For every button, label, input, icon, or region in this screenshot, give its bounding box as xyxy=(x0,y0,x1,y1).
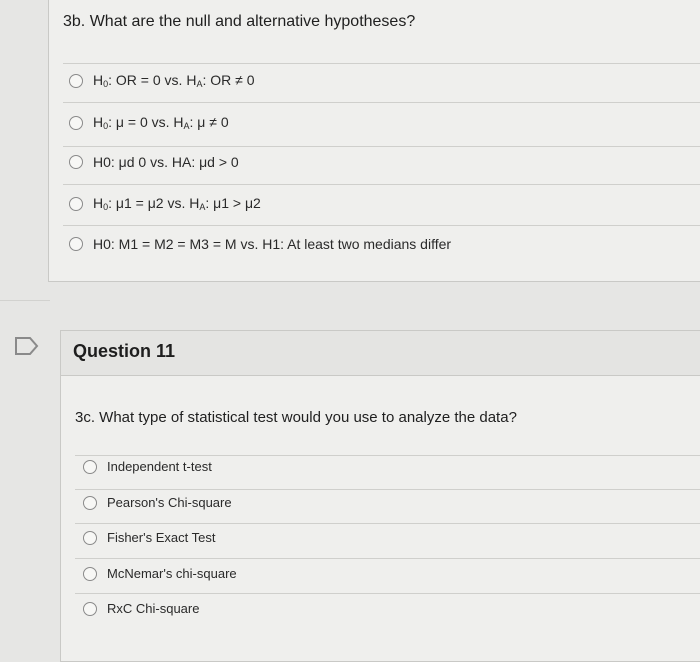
radio-button[interactable] xyxy=(83,602,97,616)
option-11-4[interactable] xyxy=(83,566,237,581)
option-3b-1[interactable] xyxy=(69,72,255,89)
radio-button[interactable] xyxy=(83,460,97,474)
radio-button[interactable] xyxy=(69,74,83,88)
option-divider xyxy=(63,146,700,147)
option-label: $H_0$: μ1 = μ2 vs. $H_A$: μ1 > μ2 xyxy=(93,195,261,212)
option-label: McNemar's chi-square xyxy=(107,566,237,581)
option-divider xyxy=(75,489,700,490)
option-divider xyxy=(75,523,700,524)
question-11-panel xyxy=(60,330,700,662)
option-label: H0: μd 0 vs. HA: μd > 0 xyxy=(93,154,239,170)
option-label: Independent t-test xyxy=(107,459,212,474)
option-divider xyxy=(75,455,700,456)
option-label: Fisher's Exact Test xyxy=(107,530,216,545)
option-label: H0: M1 = M2 = M3 = M vs. H1: At least two medians differ xyxy=(93,236,452,252)
option-label: $H_0$: μ = 0 vs. $H_A$: μ ≠ 0 xyxy=(93,114,229,131)
question-11-title: Question 11 xyxy=(73,341,176,361)
radio-button[interactable] xyxy=(69,237,83,251)
option-divider xyxy=(75,558,700,559)
option-11-5[interactable] xyxy=(83,601,199,616)
option-11-3[interactable] xyxy=(83,530,215,545)
option-divider xyxy=(63,225,700,226)
option-label: $H_0$: OR = 0 vs. $H_A$: OR ≠ 0 xyxy=(93,72,255,89)
radio-button[interactable] xyxy=(69,116,83,130)
radio-button[interactable] xyxy=(69,155,83,169)
radio-button[interactable] xyxy=(69,197,83,211)
question-11-header xyxy=(61,331,700,376)
option-11-1[interactable] xyxy=(83,459,212,474)
question-3b-panel xyxy=(48,0,700,282)
question-11-prompt: 3c. What type of statistical test would you use to analyze the data? xyxy=(75,409,517,426)
option-3b-5[interactable] xyxy=(69,236,451,252)
option-divider xyxy=(63,63,700,64)
gutter-divider xyxy=(0,300,50,301)
option-3b-3[interactable] xyxy=(69,154,239,170)
option-divider xyxy=(63,184,700,185)
option-label: Pearson's Chi-square xyxy=(107,495,232,510)
radio-button[interactable] xyxy=(83,496,97,510)
option-label: RxC Chi-square xyxy=(107,601,200,616)
radio-button[interactable] xyxy=(83,531,97,545)
option-3b-4[interactable] xyxy=(69,195,261,212)
question-3b-prompt: 3b. What are the null and alternative hypotheses? xyxy=(63,13,416,30)
option-divider xyxy=(63,102,700,103)
bookmark-flag-icon[interactable] xyxy=(14,336,40,356)
radio-button[interactable] xyxy=(83,567,97,581)
option-11-2[interactable] xyxy=(83,495,232,510)
option-3b-2[interactable] xyxy=(69,114,229,131)
option-divider xyxy=(75,593,700,594)
